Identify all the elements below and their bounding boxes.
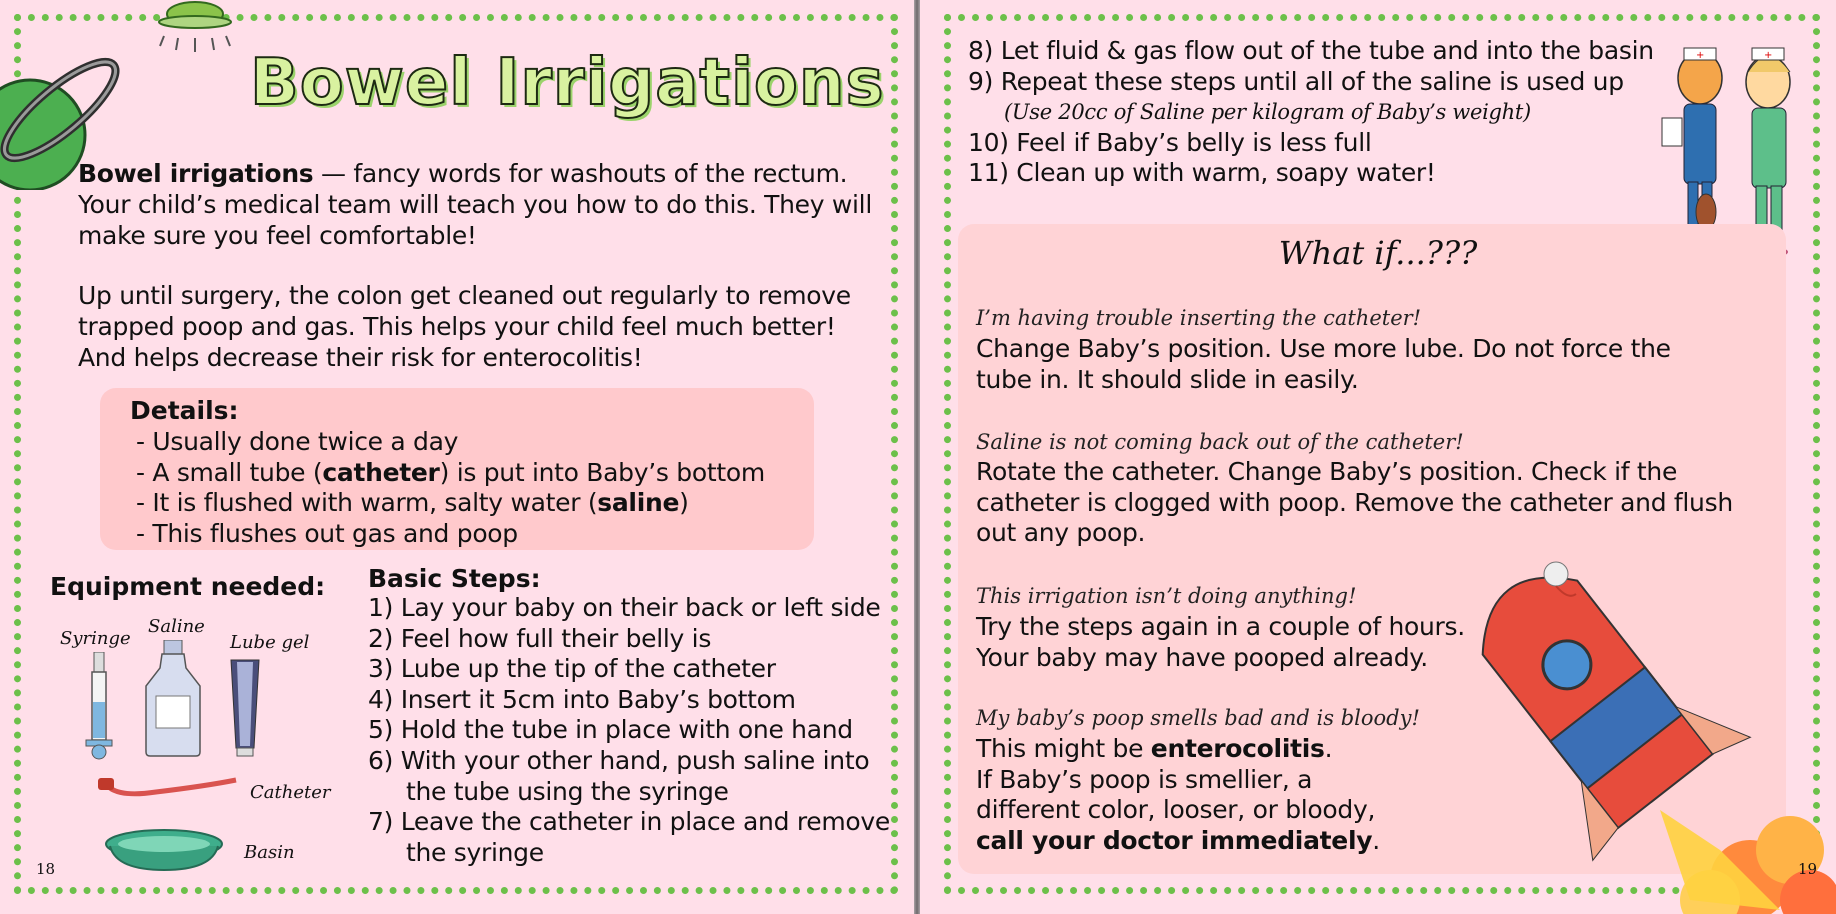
- answer-bold: enterocolitis: [1150, 734, 1325, 763]
- details-bold: catheter: [322, 457, 440, 487]
- syringe-icon: [84, 652, 114, 760]
- answer-line: [976, 734, 1380, 765]
- details-bold: saline: [597, 488, 680, 517]
- catheter-label: Catheter: [250, 782, 331, 803]
- answer-bold: call your doctor immediately: [976, 825, 1373, 855]
- details-title: Details:: [130, 396, 239, 425]
- catheter-icon: [96, 774, 246, 808]
- step-item-continued: the tube using the syringe: [406, 776, 729, 806]
- details-list: [136, 427, 765, 549]
- saline-label: Saline: [148, 616, 205, 637]
- answer-line: different color, looser, or bloody,: [976, 795, 1376, 824]
- step-note: (Use 20cc of Saline per kilogram of Baby’s weight): [1004, 100, 1531, 124]
- step-item: 5) Hold the tube in place with one hand: [368, 715, 853, 745]
- answer-line: Your baby may have pooped already.: [976, 642, 1428, 672]
- basic-steps-title: Basic Steps:: [368, 564, 541, 593]
- surgery-paragraph: Up until surgery, the colon get cleaned out regularly to remove trapped poop and gas. This helps your child feel much better! And helps decrease their risk for enterocolitis!: [78, 281, 851, 372]
- answer-1: Change Baby’s position. Use more lube. Do not force the tube in. It should slide in easily.: [976, 334, 1671, 394]
- answer-3: [976, 612, 1465, 673]
- details-text: ) is put into Baby’s bottom: [439, 457, 765, 487]
- left-page: [0, 0, 916, 914]
- svg-text:+: +: [1696, 50, 1705, 61]
- answer-text: This might be: [976, 734, 1151, 763]
- answer-2: Rotate the catheter. Change Baby’s position. Check if the catheter is clogged with poop. Remove the catheter and flush out any poop.: [976, 457, 1733, 547]
- answer-line: If Baby’s poop is smellier, a: [976, 764, 1313, 794]
- step-item: 9) Repeat these steps until all of the saline is used up: [968, 66, 1624, 96]
- answer-4: [976, 734, 1380, 856]
- intro-paragraph: [78, 158, 878, 251]
- answer-text: .: [1372, 825, 1380, 855]
- ufo-illustration: [150, 0, 240, 56]
- step-item: 6) With your other hand, push saline into: [368, 745, 870, 775]
- answer-line: [976, 826, 1380, 857]
- details-item: - Usually done twice a day: [136, 427, 459, 456]
- details-text: - It is flushed with warm, salty water (: [136, 488, 598, 517]
- question-3: This irrigation isn’t doing anything!: [976, 584, 1357, 608]
- step-item: 1) Lay your baby on their back or left side: [368, 593, 881, 622]
- details-item: [136, 458, 765, 489]
- details-text: - A small tube (: [136, 457, 323, 487]
- what-if-title: What if...???: [1278, 234, 1478, 272]
- details-text: ): [679, 488, 689, 517]
- details-item: [136, 488, 765, 519]
- step-item: 8) Let fluid & gas flow out of the tube and into the basin: [968, 36, 1654, 65]
- step-item: 4) Insert it 5cm into Baby’s bottom: [368, 684, 796, 714]
- basin-icon: [102, 826, 226, 874]
- lube-label: Lube gel: [230, 632, 310, 653]
- intro-bold-term: Bowel irrigations: [78, 159, 314, 188]
- step-item-continued: the syringe: [406, 837, 544, 867]
- step-item: 3) Lube up the tip of the catheter: [368, 654, 776, 684]
- lube-tube-icon: [228, 658, 262, 758]
- continued-steps-list: [968, 36, 1654, 189]
- basic-steps-list: [368, 593, 908, 868]
- page-number: 18: [36, 860, 56, 878]
- question-2: Saline is not coming back out of the catheter!: [976, 430, 1464, 454]
- page-number: 19: [1798, 860, 1818, 878]
- rocket-illustration: [1460, 550, 1836, 914]
- step-item: 2) Feel how full their belly is: [368, 623, 712, 653]
- question-1: I’m having trouble inserting the catheter!: [976, 306, 1422, 330]
- answer-text: .: [1324, 734, 1333, 763]
- right-page: [920, 0, 1836, 914]
- equipment-title: Equipment needed:: [50, 572, 326, 601]
- syringe-label: Syringe: [60, 628, 131, 649]
- page-title: Bowel Irrigations: [250, 46, 885, 120]
- basin-label: Basin: [244, 842, 295, 863]
- step-item: 11) Clean up with warm, soapy water!: [968, 158, 1436, 187]
- step-item: 7) Leave the catheter in place and remove: [368, 807, 890, 837]
- details-item: - This flushes out gas and poop: [136, 518, 518, 548]
- saline-bottle-icon: [142, 640, 204, 758]
- intro-text: — fancy words for washouts of the rectum. Your child’s medical team will teach you how to do this. They will make sure you feel comfortable!: [78, 159, 872, 250]
- question-4: My baby’s poop smells bad and is bloody!: [976, 706, 1420, 730]
- step-item: 10) Feel if Baby’s belly is less full: [968, 127, 1372, 157]
- answer-line: Try the steps again in a couple of hours.: [976, 612, 1465, 641]
- svg-text:+: +: [1764, 50, 1773, 61]
